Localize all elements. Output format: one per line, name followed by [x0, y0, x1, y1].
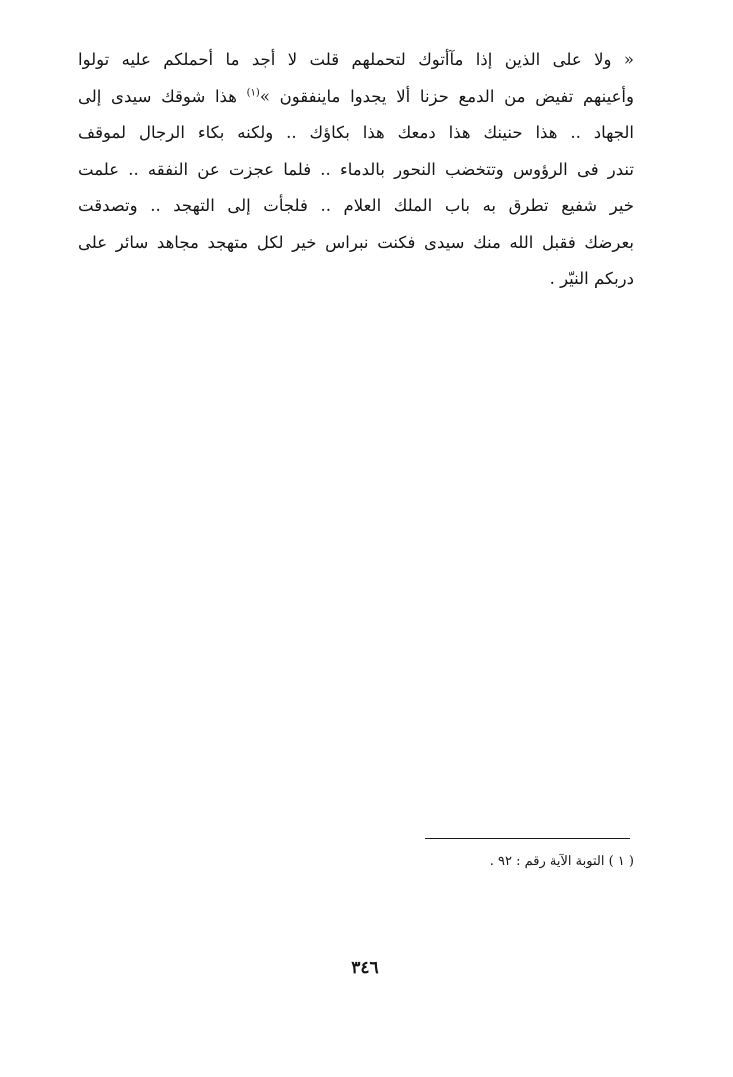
main-paragraph	[78, 42, 634, 298]
text-line-2	[78, 79, 634, 116]
text-line-5: خير شفيع تطرق به باب الملك العلام .. فلجأت إلى التهجد .. وتصدقت	[78, 196, 634, 215]
page-number: ٣٤٦	[351, 958, 379, 978]
footnote-divider	[425, 838, 630, 839]
text-line-4: تندر فى الرؤوس وتتخضب النحور بالدماء .. فلما عجزت عن النفقه .. علمت	[78, 159, 634, 179]
footnote-reference: (١)	[246, 87, 260, 98]
text-line-1: « ولا على الذين إذا مآأتوك لتحملهم قلت لا أجد ما أحملكم عليه تولوا	[78, 50, 634, 69]
text-line-7: دربكم النيّر .	[549, 269, 634, 288]
text-line-2-quote: وأعينهم تفيض من الدمع حزنا ألا يجدوا ماينفقون »	[259, 86, 634, 106]
footnote: ( ١ ) التوبة الآية رقم : ٩٢ .	[489, 854, 634, 869]
text-line-3: الجهاد .. هذا حنينك هذا دمعك هذا بكاؤك .. ولكنه بكاء الرجال لموقف	[78, 123, 634, 142]
text-line-6: بعرضك فقبل الله منك سيدى فكنت نبراس خير لكل متهجد مجاهد سائر على	[78, 232, 634, 252]
text-line-2-tail: هذا شوقك سيدى إلى	[78, 86, 237, 106]
